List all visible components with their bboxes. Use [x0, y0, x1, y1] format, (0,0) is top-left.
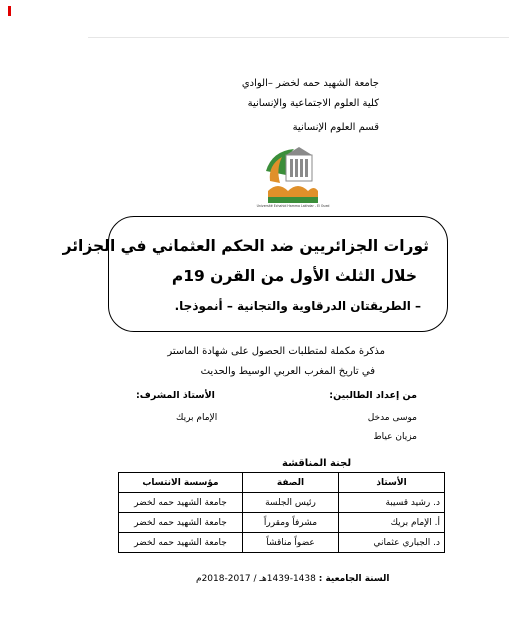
header-professor: الأستاذ: [339, 473, 445, 493]
logo-arches: [268, 186, 318, 197]
table-row: [119, 533, 445, 553]
supervisor-label: الأستاذ المشرف:: [136, 390, 215, 401]
table-header-row: [119, 473, 445, 493]
thesis-title-line-2: خلال الثلث الأول من القرن 19م: [171, 267, 417, 285]
faculty-name: كلية العلوم الاجتماعية والإنسانية: [247, 98, 379, 109]
cell-institution: جامعة الشهيد حمه لخضر: [119, 493, 243, 513]
supervisor-name: الإمام بريك: [176, 413, 218, 423]
academic-year-label: السنة الجامعية :: [318, 574, 390, 584]
students-label: من إعداد الطالبين:: [329, 390, 417, 401]
logo-building: [286, 155, 312, 181]
committee-table: [118, 472, 445, 553]
cell-professor: د. رشيد قسيبة: [339, 493, 445, 513]
student-name: موسى مدخل: [367, 413, 417, 423]
cell-institution: جامعة الشهيد حمه لخضر: [119, 513, 243, 533]
academic-year: [196, 574, 389, 584]
cell-professor: د. الجباري عثماني: [339, 533, 445, 553]
department-name: قسم العلوم الإنسانية: [292, 122, 379, 133]
thesis-subtitle: – الطريقتان الدرقاوية والتجانية – أنموذجا.: [174, 299, 421, 313]
header-role: الصفة: [243, 473, 339, 493]
cell-role: رئيس الجلسة: [243, 493, 339, 513]
header-rule: [88, 37, 509, 38]
memo-line-1: مذكرة مكملة لمتطلبات الحصول على شهادة الماستر: [167, 346, 385, 357]
table-row: [119, 513, 445, 533]
header-institution: مؤسسة الانتساب: [119, 473, 243, 493]
thesis-title-line-1: ثورات الجزائريين ضد الحكم العثماني في الجزائر: [62, 237, 429, 255]
table-row: [119, 493, 445, 513]
university-logo: [256, 141, 330, 209]
logo-caption-en: Université Echahid Hamma Lakhdar - El Oued: [256, 204, 330, 208]
cell-institution: جامعة الشهيد حمه لخضر: [119, 533, 243, 553]
memo-line-2: في تاريخ المغرب العربي الوسيط والحديث: [200, 366, 375, 377]
committee-title: لجنة المناقشة: [282, 458, 352, 469]
cell-professor: أ. الإمام بريك: [339, 513, 445, 533]
red-margin-mark: [8, 6, 11, 16]
student-name: مزيان عياط: [373, 432, 417, 442]
thesis-title-box: [62, 216, 448, 332]
academic-year-value: 1438-1439هـ / 2017-2018م: [196, 574, 316, 584]
university-name: جامعة الشهيد حمه لخضر –الوادي: [241, 78, 379, 89]
cell-role: عضواً مناقشاً: [243, 533, 339, 553]
cell-role: مشرفاً ومقرراً: [243, 513, 339, 533]
